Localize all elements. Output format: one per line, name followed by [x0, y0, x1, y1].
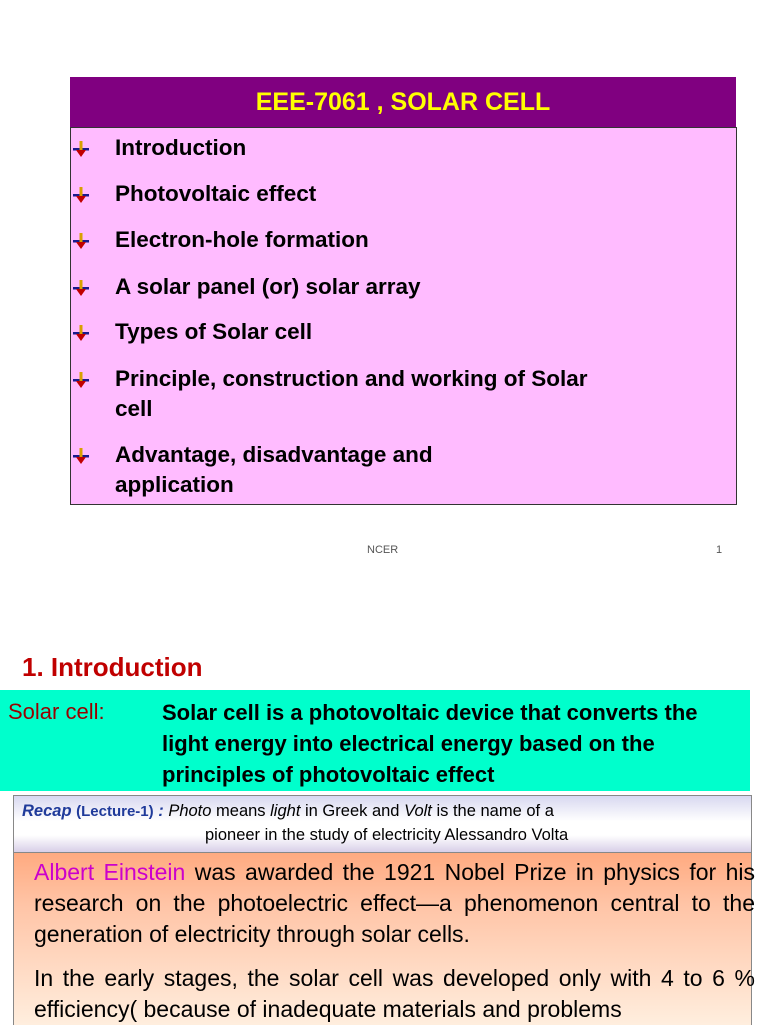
topic-item: A solar panel (or) solar array — [115, 272, 635, 302]
history-box — [13, 852, 755, 1025]
down-arrow-bullet-icon — [73, 448, 89, 464]
section-heading: 1. Introduction — [22, 652, 203, 682]
down-arrow-bullet-icon — [73, 372, 89, 388]
slide-footer: NCER — [367, 544, 399, 556]
recap-line: Recap (Lecture-1) : Photo means light in Greek and Volt is the name of a — [22, 802, 554, 820]
down-arrow-bullet-icon — [73, 280, 89, 296]
topic-item: Electron-hole formation — [115, 225, 635, 255]
slide-title-bar — [70, 77, 736, 127]
topic-item: Principle, construction and working of Solar cell — [115, 364, 595, 424]
topic-item: Photovoltaic effect — [115, 179, 635, 209]
down-arrow-bullet-icon — [73, 325, 89, 341]
topic-item: Introduction — [115, 133, 635, 163]
definition-term: Solar cell: — [8, 699, 105, 724]
down-arrow-bullet-icon — [73, 187, 89, 203]
recap-line: pioneer in the study of electricity Alessandro Volta — [205, 826, 569, 844]
history-paragraph: In the early stages, the solar cell was developed only with 4 to 6 % efficiency( because of inadequate materials and problems — [34, 965, 755, 1022]
down-arrow-bullet-icon — [73, 233, 89, 249]
history-paragraph: Albert Einstein was awarded the 1921 Nobel Prize in physics for his research on the photoelectric effect—a phenomenon central to the generation of electricity through solar cells. — [34, 859, 755, 947]
down-arrow-bullet-icon — [73, 141, 89, 157]
topic-item: Types of Solar cell — [115, 317, 635, 347]
definition-text: Solar cell is a photovoltaic device that converts the light energy into electrical energy based on the principles of photovoltaic effect — [162, 700, 698, 787]
slide-page-number: 1 — [716, 544, 723, 556]
slide-title: EEE-7061 , SOLAR CELL — [255, 87, 551, 116]
topic-item: Advantage, disadvantage and application — [115, 440, 515, 500]
